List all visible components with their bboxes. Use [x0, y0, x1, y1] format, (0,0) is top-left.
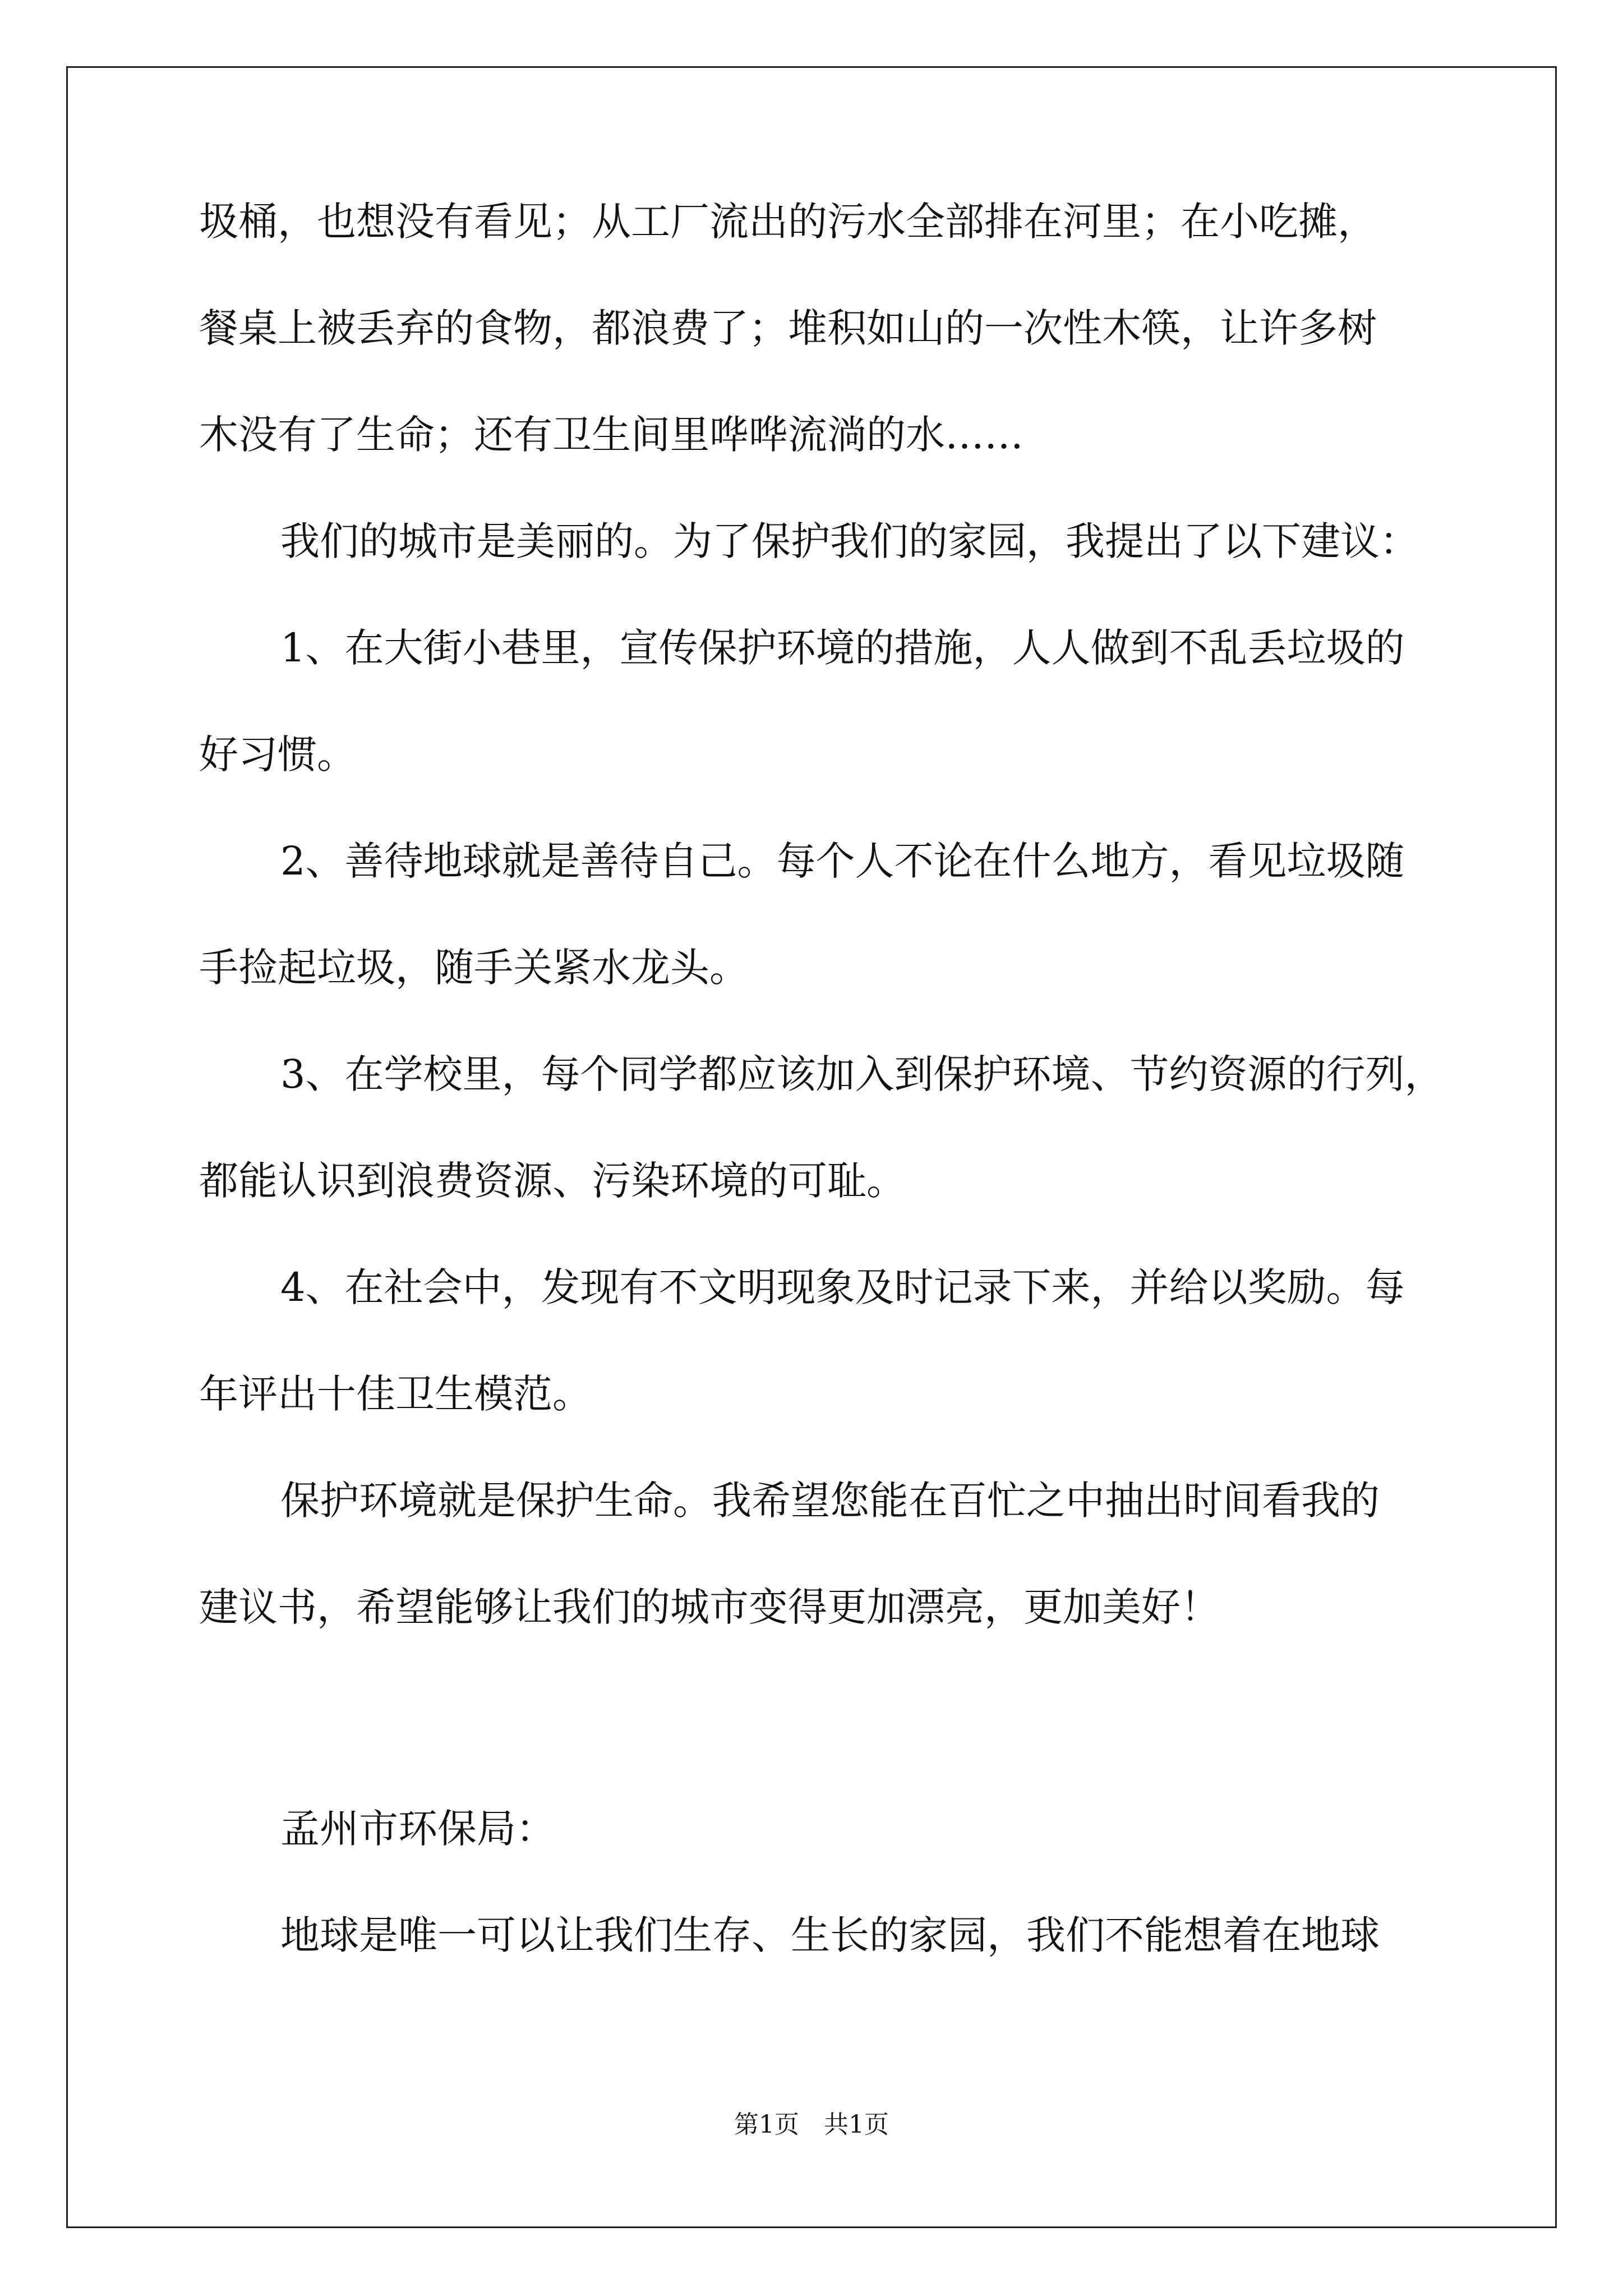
body-line-7: 2、善待地球就是善待自己。每个人不论在什么地方，看见垃圾随 — [280, 838, 1405, 884]
body-line-16: 地球是唯一可以让我们生存、生长的家园，我们不能想着在地球 — [280, 1912, 1380, 1958]
body-line-4: 我们的城市是美丽的。为了保护我们的家园，我提出了以下建议： — [280, 518, 1419, 564]
body-line-12: 年评出十佳卫生模范。 — [199, 1371, 592, 1417]
body-line-14: 建议书，希望能够让我们的城市变得更加漂亮，更加美好！ — [199, 1584, 1220, 1630]
body-line-5: 1、在大街小巷里，宣传保护环境的措施，人人做到不乱丢垃圾的 — [280, 625, 1405, 671]
body-line-9: 3、在学校里，每个同学都应该加入到保护环境、节约资源的行列， — [280, 1051, 1444, 1097]
body-line-8: 手捡起垃圾，随手关紧水龙头。 — [199, 945, 749, 991]
body-line-6: 好习惯。 — [199, 731, 356, 777]
body-line-1: 圾桶，也想没有看见；从工厂流出的污水全部排在河里；在小吃摊， — [199, 199, 1377, 245]
body-line-13: 保护环境就是保护生命。我希望您能在百忙之中抽出时间看我的 — [280, 1478, 1380, 1524]
body-line-11: 4、在社会中，发现有不文明现象及时记录下来，并给以奖励。每 — [280, 1264, 1405, 1310]
body-line-10: 都能认识到浪费资源、污染环境的可耻。 — [199, 1158, 906, 1204]
body-line-3: 木没有了生命；还有卫生间里哗哗流淌的水…… — [199, 412, 1023, 458]
salutation: 孟州市环保局： — [280, 1806, 555, 1852]
body-line-2: 餐桌上被丢弃的食物，都浪费了；堆积如山的一次性木筷，让许多树 — [199, 305, 1377, 351]
page-footer: 第1页 共1页 — [734, 2110, 889, 2139]
